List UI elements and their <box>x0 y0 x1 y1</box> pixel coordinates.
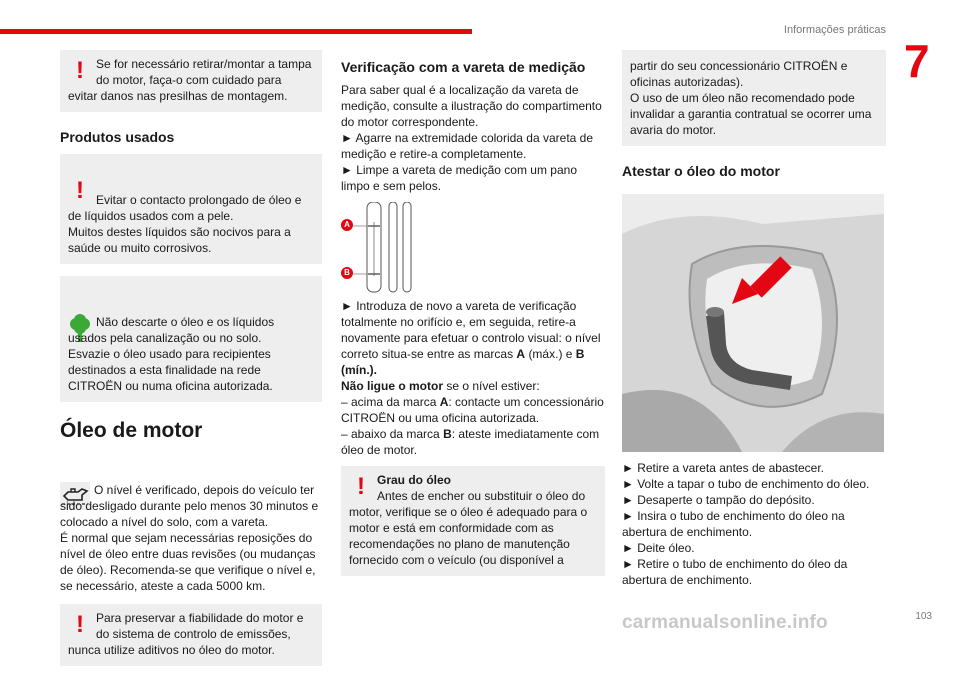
dash1-post: : contacte um concessionário CITROËN ou uma oficina autorizada. <box>341 395 604 425</box>
vareta-instructions: Para saber qual é a localização da vareta de medição, consulte a ilustração do compartimento do motor correspondente. ► Agarre na extremidade colorida da vareta de medição e retire-a completamente. ► Limpe a vareta de medição com um pano limpo e sem pelos. <box>341 83 602 193</box>
grau-oleo-box <box>341 466 605 576</box>
warning-icon: ! <box>76 177 84 204</box>
dash1-mark: A <box>439 395 449 409</box>
warning-icon: ! <box>76 57 84 84</box>
dash1-pre: – acima da marca <box>341 395 437 409</box>
column-3 <box>622 50 886 596</box>
level-check-paragraph <box>341 298 605 458</box>
nao-ligue: Não ligue o motor <box>341 379 443 393</box>
warning-text: Se for necessário retirar/montar a tampa do motor, faça-o com cuidado para evitar danos nas presilhas de montagem. <box>68 57 312 103</box>
warning-text: Evitar o contacto prolongado de óleo e de líquidos usados com a pele. Muitos destes líquidos são nocivos para a saúde ou muito corrosivos. <box>68 193 302 255</box>
vareta-title: Verificação com a vareta de medição <box>341 59 586 75</box>
tree-icon <box>68 298 92 328</box>
dipstick-figure <box>341 202 605 292</box>
warning-box-skin <box>60 154 322 264</box>
chapter-number: 7 <box>904 35 930 87</box>
dash2-post: : ateste imediatamente com óleo de motor. <box>341 427 600 457</box>
grau-title: Grau do óleo <box>377 473 452 487</box>
warning-text: Para preservar a fiabilidade do motor e do sistema de controlo de emissões, nunca utilize aditivos no óleo do motor. <box>68 611 304 657</box>
oleo-title: Óleo de motor <box>60 419 203 442</box>
eco-text: Não descarte o óleo e os líquidos usados pela canalização ou no solo. Esvazie o óleo usado para recipientes destinados a esta finalidade na rede CITROËN ou numa oficina autorizada. <box>68 315 275 393</box>
mark-b: B <box>575 347 585 361</box>
grau-oleo-box-continued: partir do seu concessionário CITROËN e oficinas autorizadas). O uso de um óleo não recomendado pode invalidar a garantia contratual se ocorrer uma avaria do motor. <box>622 50 886 146</box>
dash2-pre: – abaixo da marca <box>341 427 440 441</box>
level-min: (mín.). <box>341 363 377 377</box>
level-mid: (máx.) e <box>528 347 573 361</box>
section-title: Informações práticas <box>783 24 886 36</box>
oleo-paragraph <box>60 450 322 594</box>
warning-box-cover <box>60 50 322 112</box>
engine-oil-filler-photo <box>622 194 884 452</box>
warning-box-additives <box>60 604 322 666</box>
warning-icon: ! <box>357 473 365 500</box>
watermark: carmanualsonline.info <box>622 612 828 633</box>
oil-can-icon <box>60 466 90 496</box>
mark-b-badge: B <box>341 267 353 279</box>
mark-a-badge: A <box>341 219 353 231</box>
warning-icon: ! <box>76 611 84 638</box>
atestar-title: Atestar o óleo do motor <box>622 163 780 179</box>
header-red-bar <box>0 29 472 34</box>
dash2-mark: B <box>443 427 452 441</box>
page-number: 103 <box>915 611 932 622</box>
produtos-title: Produtos usados <box>60 129 175 145</box>
column-2 <box>341 50 605 588</box>
column-1 <box>60 50 322 678</box>
atestar-steps: ► Retire a vareta antes de abastecer. ► Volte a tapar o tubo de enchimento do óleo. ► Desaperte o tampão do depósito. ► Insira o tubo de enchimento do óleo na abertura de enchimento. ► Deite óleo. ► Retire o tubo de enchimento do óleo da abertura de enchimento. <box>622 461 870 587</box>
grau-text: Antes de encher ou substituir o óleo do motor, verifique se o óleo é adequado para o motor e está em conformidade com as recomendações no plano de manutenção fornecido com o veículo (ou disponível a <box>349 489 588 567</box>
nao-ligue-rest: se o nível estiver: <box>446 379 540 393</box>
eco-box <box>60 276 322 402</box>
level-text: ► Introduza de novo a vareta de verificação totalmente no orifício e, em seguida, retire-a novamente para efetuar o controlo visual: o nível correto situa-se entre as marcas <box>341 299 601 361</box>
oleo-text: O nível é verificado, depois do veículo ter sido desligado durante pelo menos 30 minutos e colocado a nível do solo, com a vareta. É normal que sejam necessárias reposições do nível de óleo entre duas revisões (ou mudanças de óleo). Recomenda-se que verifique o nível e, se necessário, ateste a cada 5000 km. <box>60 483 319 593</box>
mark-a: A <box>516 347 526 361</box>
